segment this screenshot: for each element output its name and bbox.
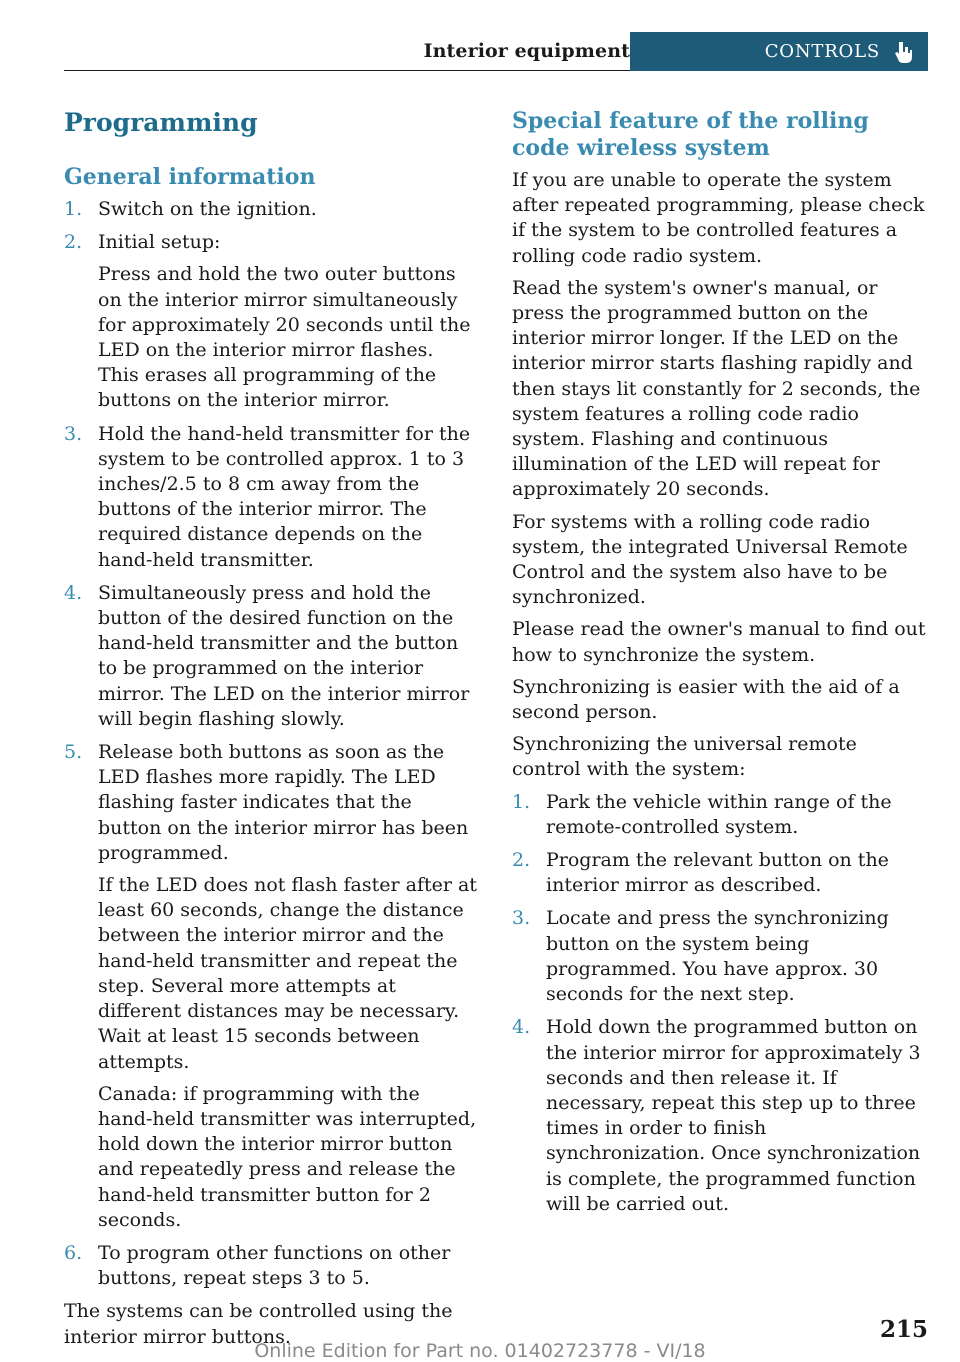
closing-paragraph: The systems can be controlled using the interior mirror buttons. <box>64 1300 453 1348</box>
page-number: 215 <box>879 1316 928 1343</box>
header-chapter-tab <box>630 32 928 71</box>
step-text: Press and hold the two outer buttons on the interior mirror simultaneously for approximately 20 seconds until the LED on the interior mirror flashes. This erases all programming of the buttons on the interior mirror. <box>98 263 471 412</box>
header-section-title: Interior equipment <box>423 40 630 62</box>
step-number: 4. <box>512 1016 531 1039</box>
body-paragraph: For systems with a rolling code radio system, the integrated Universal Remote Control and the system also have to be synchronized. <box>512 510 908 609</box>
step-number: 1. <box>512 790 531 813</box>
step-text: Simultaneously press and hold the button of the desired function on the hand-held transmitter and the button to be programmed on the interior mirror. The LED on the interior mirror will begin flashing slowly. <box>98 581 470 730</box>
list-item <box>64 197 480 222</box>
header-rule <box>64 70 630 71</box>
step-number: 6. <box>64 1241 83 1264</box>
step-text: Hold the hand-held transmitter for the system to be controlled approx. 1 to 3 inches/2.5 to 8 cm away from the buttons of the interior mirror. The required distance depends on the hand-held transmitter. <box>98 422 471 571</box>
list-item <box>64 581 480 732</box>
step-text: If the LED does not flash faster after at least 60 seconds, change the distance between the interior mirror and the hand-held transmitter and repeat the step. Several more attempts at different distances may be necessary. Wait at least 15 seconds between attempts. <box>98 874 477 1073</box>
section-title-programming: Programming <box>64 108 258 137</box>
list-item <box>512 906 928 1007</box>
programming-steps-list <box>64 197 480 1291</box>
left-column <box>64 108 480 1357</box>
step-number: 4. <box>64 581 83 604</box>
step-text: Release both buttons as soon as the LED flashes more rapidly. The LED flashing faster indicates that the button on the interior mirror has been programmed. <box>98 741 469 864</box>
step-number: 2. <box>64 231 83 254</box>
list-item <box>512 790 928 840</box>
header-chapter-label: CONTROLS <box>764 41 880 62</box>
step-text: Park the vehicle within range of the remote-controlled system. <box>546 790 892 838</box>
body-paragraph: Read the system's owner's manual, or press the programmed button on the interior mirror longer. If the LED on the interior mirror starts flashing rapidly and then stays lit constantly for 2 seconds, the system features a rolling code radio system. Flashing and continuous illumination of the LED will repeat for approximately 20 seconds. <box>512 276 921 501</box>
list-item <box>64 230 480 413</box>
list-item <box>64 422 480 573</box>
step-text: Canada: if programming with the hand-held transmitter was interrupted, hold down the interior mirror button and repeatedly press and release the hand-held transmitter button for 2 seconds. <box>98 1082 477 1231</box>
steering-hand-icon <box>890 39 916 65</box>
list-item <box>64 740 480 1233</box>
body-paragraph: Synchronizing the universal remote control with the system: <box>512 733 857 781</box>
list-item <box>64 1241 480 1291</box>
list-item <box>512 848 928 898</box>
step-text: Initial setup: <box>98 231 221 254</box>
step-text: Program the relevant button on the interior mirror as described. <box>546 849 889 897</box>
subsection-title-general-information: General information <box>64 164 316 190</box>
list-item <box>512 1015 928 1217</box>
rolling-code-paragraphs <box>512 168 928 783</box>
section-title-rolling-code: Special feature of the rolling code wireless system <box>512 108 869 161</box>
edition-footer: Online Edition for Part no. 01402723778 - VI/18 <box>254 1340 706 1362</box>
step-number: 1. <box>64 198 83 220</box>
step-number: 5. <box>64 741 83 764</box>
body-paragraph: Synchronizing is easier with the aid of a second person. <box>512 675 900 724</box>
step-text: To program other functions on other buttons, repeat steps 3 to 5. <box>98 1241 451 1290</box>
body-paragraph: If you are unable to operate the system after repeated programming, please check if the system to be controlled features a rolling code radio system. <box>512 169 925 267</box>
step-number: 3. <box>64 422 83 445</box>
step-text: Locate and press the synchronizing button on the system being programmed. You have approx. 30 seconds for the next step. <box>546 907 889 1006</box>
page-header <box>64 32 928 71</box>
synchronization-steps-list <box>512 790 928 1217</box>
body-paragraph: Please read the owner's manual to find out how to synchronize the system. <box>512 618 926 666</box>
step-text: Hold down the programmed button on the interior mirror for approximately 3 seconds and then release it. If necessary, repeat this step up to three times in order to finish synchronization. Once synchronization is complete, the programmed function will be carried out. <box>546 1016 921 1215</box>
step-number: 2. <box>512 849 531 872</box>
step-number: 3. <box>512 907 531 930</box>
step-text: Switch on the ignition. <box>98 198 317 220</box>
right-column <box>512 108 928 1225</box>
